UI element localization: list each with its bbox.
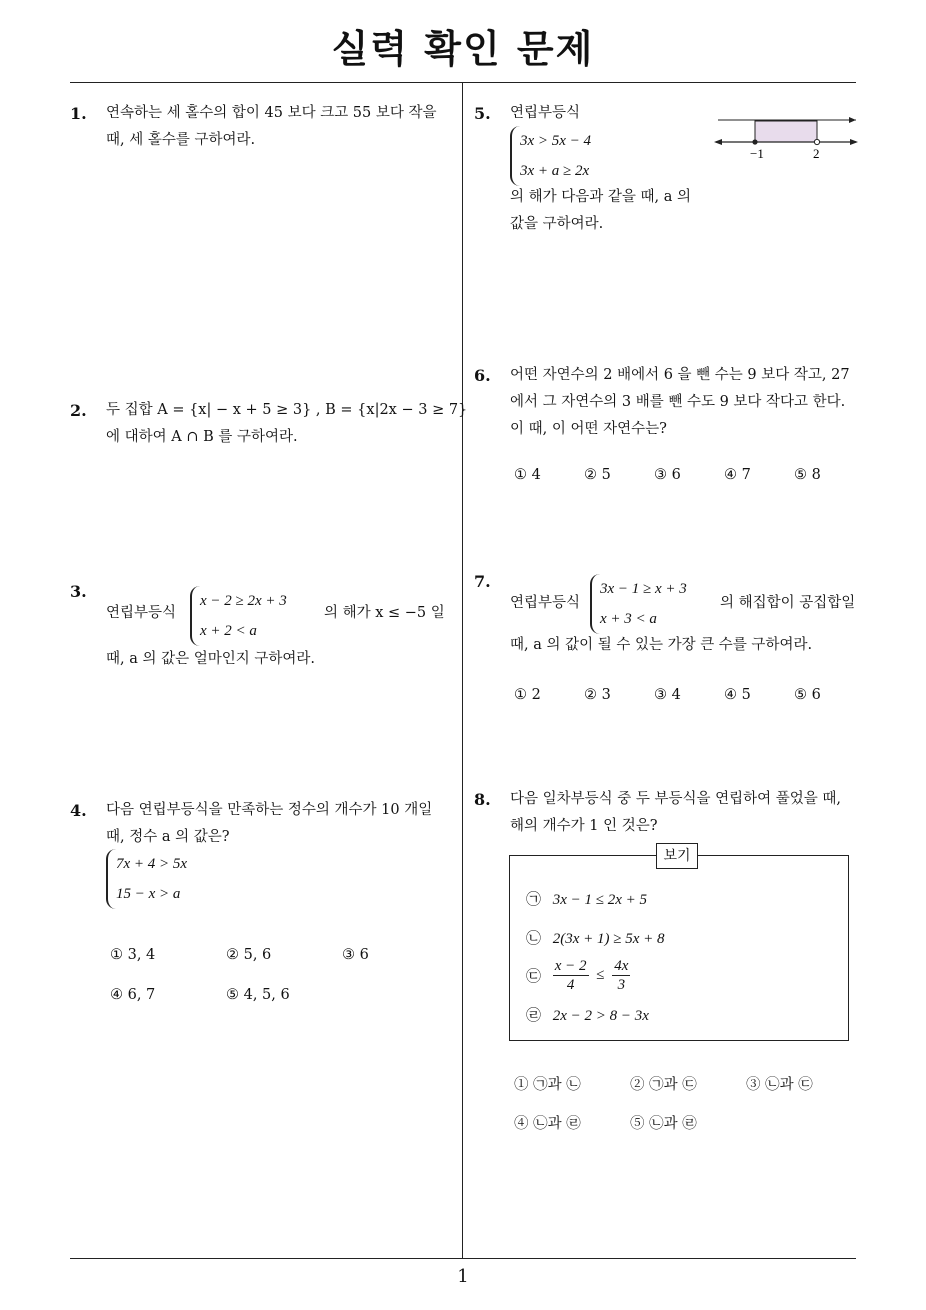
bogi-item-c xyxy=(526,957,630,994)
choices xyxy=(514,1073,813,1094)
choices xyxy=(514,462,821,489)
number-line-diagram xyxy=(712,104,860,164)
page-number: 1 xyxy=(457,1266,469,1287)
question-number: 1. xyxy=(70,104,87,123)
question-text: 해의 개수가 1 인 것은? xyxy=(510,818,658,834)
arrow-left-icon xyxy=(714,139,722,145)
question-text: 연립부등식 xyxy=(510,595,581,611)
question-number: 4. xyxy=(70,801,87,820)
question-number: 5. xyxy=(474,104,491,123)
choice[interactable]: ① 3, 4 xyxy=(110,947,156,963)
bogi-label: 보기 xyxy=(656,843,698,869)
arrow-right-icon xyxy=(850,139,858,145)
arrow-right-icon xyxy=(849,117,856,123)
denominator: 3 xyxy=(617,977,626,993)
question-text: 이 때, 이 어떤 자연수는? xyxy=(510,421,667,437)
axis-label-right: 2 xyxy=(813,146,820,161)
choice[interactable]: ② 3 xyxy=(584,687,611,703)
equation: x + 2 < a xyxy=(200,623,257,639)
solution-region xyxy=(755,121,817,142)
bogi-item-b xyxy=(526,927,665,948)
choice[interactable]: ② ㉠과 ㉢ xyxy=(630,1077,697,1093)
question-text: 다음 일차부등식 중 두 부등식을 연립하여 풀었을 때, xyxy=(510,791,842,807)
column-divider xyxy=(462,82,463,1259)
bogi-item-d xyxy=(526,1004,649,1025)
question-number: 3. xyxy=(70,582,87,601)
choices xyxy=(110,942,369,969)
page-title: 실력 확인 문제 xyxy=(331,27,595,71)
question-text: 두 집합 A = {x| − x + 5 ≥ 3} , B = {x|2x − 3 ≥ 7} xyxy=(106,402,468,418)
question-text: 의 해가 다음과 같을 때, a 의 xyxy=(510,189,691,205)
question-text: 연립부등식 xyxy=(510,105,581,121)
choice[interactable]: ⑤ 8 xyxy=(794,467,821,483)
open-point xyxy=(814,139,819,144)
inequality: 2(3x + 1) ≥ 5x + 8 xyxy=(552,931,665,947)
choice[interactable]: ② 5, 6 xyxy=(226,947,272,963)
choice[interactable]: ① 2 xyxy=(514,687,541,703)
question-number: 7. xyxy=(474,572,491,591)
choice[interactable]: ④ 6, 7 xyxy=(110,987,156,1003)
choices xyxy=(514,1112,697,1133)
closed-point xyxy=(752,139,757,144)
choice[interactable]: ⑤ ㉡과 ㉣ xyxy=(630,1116,697,1132)
question-text: 연립부등식 xyxy=(106,605,177,621)
question-4 xyxy=(70,797,460,1007)
question-text: 다음 연립부등식을 만족하는 정수의 개수가 10 개일 xyxy=(106,802,433,818)
question-text: 때, a 의 값이 될 수 있는 가장 큰 수를 구하여라. xyxy=(510,637,813,653)
choice[interactable]: ④ 7 xyxy=(724,467,751,483)
inequality: 3x − 1 ≤ 2x + 5 xyxy=(552,892,648,908)
question-3 xyxy=(70,578,460,688)
choice[interactable]: ⑤ 4, 5, 6 xyxy=(226,987,290,1003)
question-text: 에 대하여 A ∩ B 를 구하여라. xyxy=(106,429,298,445)
equation: x + 3 < a xyxy=(600,611,657,627)
operator: ≤ xyxy=(596,967,605,983)
axis-label-left: −1 xyxy=(750,146,764,161)
question-text: 어떤 자연수의 2 배에서 6 을 뺀 수는 9 보다 작고, 27 xyxy=(510,367,850,383)
bogi-item-a xyxy=(526,888,647,909)
choice[interactable]: ④ 5 xyxy=(724,687,751,703)
numerator: 4x xyxy=(614,958,629,974)
bottom-rule xyxy=(70,1258,856,1259)
inequality-system xyxy=(510,126,591,186)
item-marker: ㉣ xyxy=(526,1008,542,1024)
choices xyxy=(110,982,290,1009)
item-marker: ㉡ xyxy=(526,931,542,947)
equation: 3x > 5x − 4 xyxy=(520,133,592,149)
question-number: 2. xyxy=(70,401,87,420)
question-text: 값을 구하여라. xyxy=(510,216,604,232)
choice[interactable]: ③ 6 xyxy=(654,467,681,483)
choice[interactable]: ③ 6 xyxy=(342,947,369,963)
item-marker: ㉢ xyxy=(526,969,542,985)
question-text: 때, 정수 a 의 값은? xyxy=(106,829,230,845)
question-number: 8. xyxy=(474,790,491,809)
question-text: 때, a 의 값은 얼마인지 구하여라. xyxy=(106,651,315,667)
choice[interactable]: ① 4 xyxy=(514,467,541,483)
inequality: 2x − 2 > 8 − 3x xyxy=(552,1008,649,1024)
equation: x − 2 ≥ 2x + 3 xyxy=(200,593,287,609)
numerator: x − 2 xyxy=(554,958,587,974)
inequality-system xyxy=(106,849,187,909)
question-text: 의 해가 x ≤ −5 일 xyxy=(324,605,445,621)
choice[interactable]: ④ ㉡과 ㉣ xyxy=(514,1116,581,1132)
question-6 xyxy=(474,362,864,492)
question-text: 의 해집합이 공집합일 xyxy=(720,595,856,611)
choice[interactable]: ① ㉠과 ㉡ xyxy=(514,1077,581,1093)
question-text: 에서 그 자연수의 3 배를 뺀 수도 9 보다 작다고 한다. xyxy=(510,394,846,410)
fraction-right xyxy=(612,957,630,994)
equation: 3x + a ≥ 2x xyxy=(520,163,590,179)
denominator: 4 xyxy=(566,977,575,993)
inequality-system xyxy=(590,574,687,634)
top-rule xyxy=(70,82,856,83)
choice[interactable]: ⑤ 6 xyxy=(794,687,821,703)
choice[interactable]: ③ ㉡과 ㉢ xyxy=(746,1077,813,1093)
equation: 15 − x > a xyxy=(116,886,181,902)
choice[interactable]: ② 5 xyxy=(584,467,611,483)
question-7 xyxy=(474,568,864,718)
question-text: 연속하는 세 홀수의 합이 45 보다 크고 55 보다 작을 xyxy=(106,105,437,121)
question-number: 6. xyxy=(474,366,491,385)
inequality-system xyxy=(190,586,287,646)
fraction-left xyxy=(553,957,589,994)
item-marker: ㉠ xyxy=(526,892,542,908)
choice[interactable]: ③ 4 xyxy=(654,687,681,703)
equation: 3x − 1 ≥ x + 3 xyxy=(600,581,687,597)
question-text: 때, 세 홀수를 구하여라. xyxy=(106,132,256,148)
choices xyxy=(514,682,821,709)
equation: 7x + 4 > 5x xyxy=(116,856,188,872)
